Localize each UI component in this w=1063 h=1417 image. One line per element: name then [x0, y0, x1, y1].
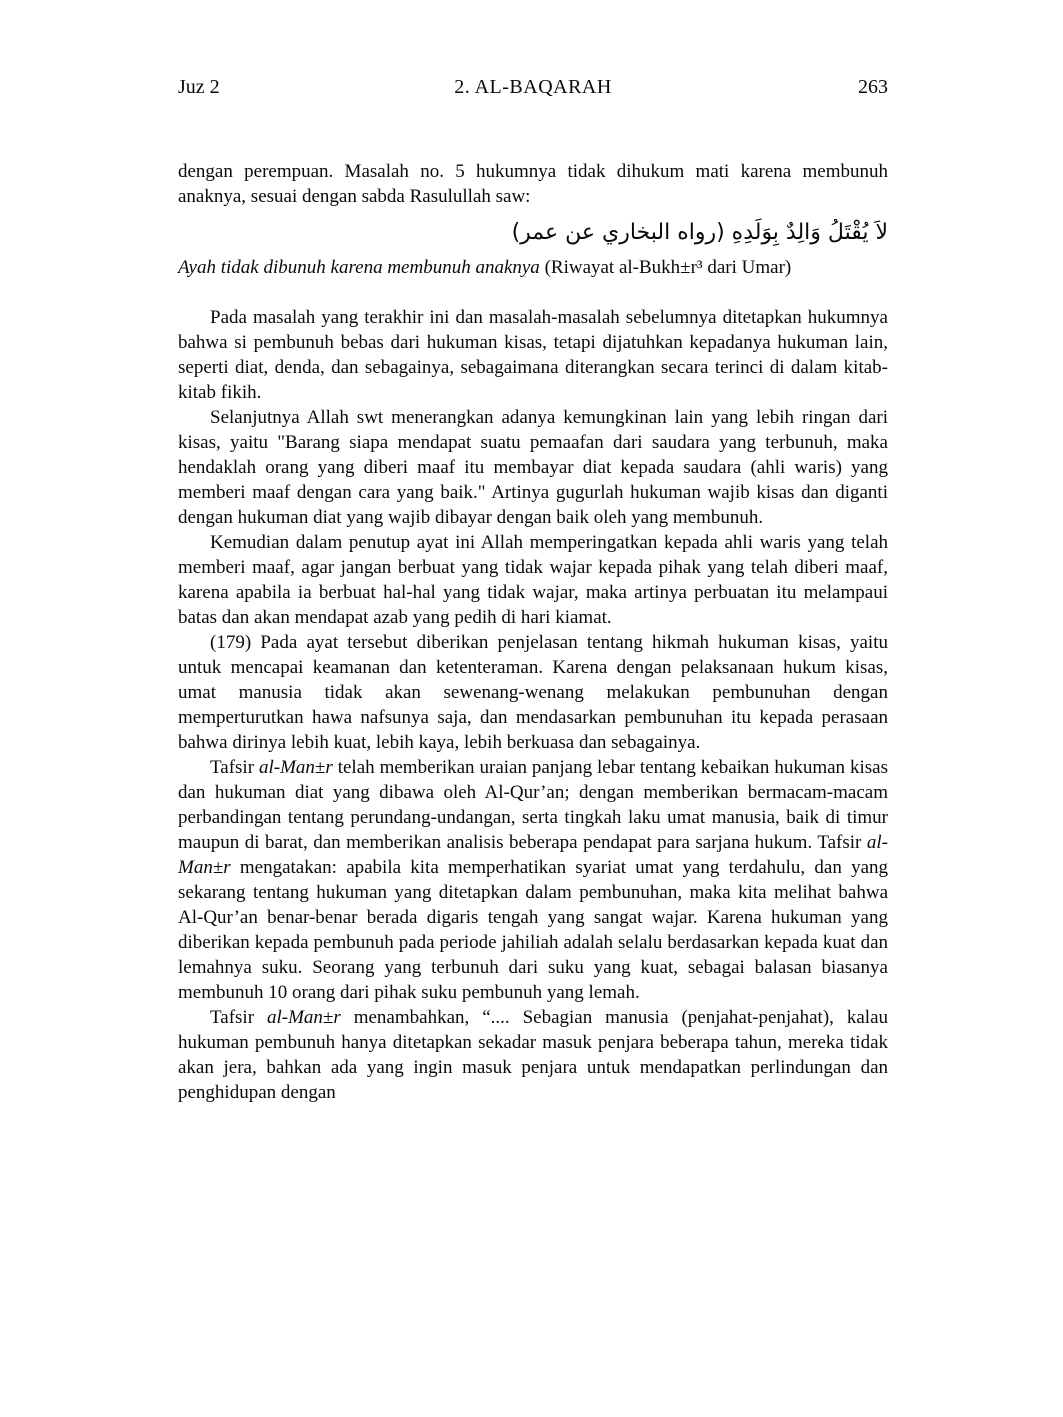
header-page-number: 263 — [858, 76, 888, 98]
paragraph — [178, 530, 888, 630]
text-segment: telah memberikan uraian panjang lebar tentang kebaikan hukuman kisas dan hukuman diat yang dibawa oleh Al-Qur’an; dengan memberikan bermacam-macam perbandingan tentang perundang-undangan, serta tingkah laku umat manusia, baik di timur maupun di barat, dan memberikan analisis beberapa pendapat para sarjana hukum. Tafsir — [178, 757, 888, 853]
paragraph — [178, 305, 888, 405]
italic-text-segment: al-Man±r — [178, 832, 888, 878]
paragraph — [178, 1005, 888, 1105]
paragraph — [178, 405, 888, 530]
italic-text-segment: al-Man±r — [259, 757, 333, 778]
text-segment: dengan perempuan. Masalah no. 5 hukumnya tidak dihukum mati karena membunuh anaknya, sesuai dengan sabda Rasulullah saw: — [178, 161, 888, 207]
header-juz-label: Juz 2 — [178, 76, 220, 98]
page-content — [178, 159, 888, 1105]
italic-text-segment: Ayah tidak dibunuh karena membunuh anaknya — [178, 257, 540, 278]
paragraph — [178, 630, 888, 755]
paragraph — [178, 255, 888, 280]
text-segment: (179) Pada ayat tersebut diberikan penjelasan tentang hikmah hukuman kisas, yaitu untuk mencapai keamanan dan ketenteraman. Karena dengan pelaksanaan hukum kisas, umat manusia tidak akan sewenang-wenang melakukan pembunuhan dengan memperturutkan hawa nafsunya saja, dan mendasarkan pembunuhan itu kepada perasaan bahwa dirinya lebih kuat, lebih kaya, lebih berkuasa dan sebagainya. — [178, 632, 888, 753]
text-segment: menambahkan, “.... Sebagian manusia (penjahat-penjahat), kalau hukuman pembunuh hanya ditetapkan sekadar masuk penjara beberapa tahun, mereka tidak akan jera, bahkan ada yang ingin masuk penjara untuk mendapatkan perlindungan dan penghidupan dengan — [178, 1007, 888, 1103]
page-header — [178, 76, 888, 99]
paragraph-spacer — [178, 280, 888, 305]
text-segment: Tafsir — [210, 1007, 267, 1028]
text-segment: Selanjutnya Allah swt menerangkan adanya kemungkinan lain yang lebih ringan dari kisas, yaitu "Barang siapa mendapat suatu pemaafan dari saudara yang terbunuh, maka hendaklah orang yang diberi maaf itu membayar diat kepada saudara (ahli waris) yang memberi maaf dengan cara yang baik." Artinya gugurlah hukuman wajib kisas dan diganti dengan hukuman diat yang wajib dibayar dengan baik oleh yang membunuh. — [178, 407, 888, 528]
header-surah-title: 2. AL-BAQARAH — [454, 76, 612, 98]
italic-text-segment: al-Man±r — [267, 1007, 341, 1028]
text-segment: (Riwayat al-Bukh±r³ dari Umar) — [539, 257, 792, 278]
text-segment: mengatakan: apabila kita memperhatikan syariat umat yang terdahulu, dan yang sekarang tentang hukuman yang ditetapkan dalam pembunuhan, maka kita melihat bahwa Al-Qur’an benar-benar berada digaris tengah yang sangat wajar. Karena hukuman yang diberikan kepada pembunuh pada periode jahiliah adalah selalu berdasarkan kepada kuat dan lemahnya suku. Seorang yang terbunuh dari suku yang kuat, sebagai balasan biasanya membunuh 10 orang dari pihak suku pembunuh yang lemah. — [178, 857, 888, 1003]
text-segment: Tafsir — [210, 757, 259, 778]
paragraph — [178, 755, 888, 1005]
text-segment: Kemudian dalam penutup ayat ini Allah memperingatkan kepada ahli waris yang telah memberi maaf, agar jangan berbuat yang tidak wajar kepada pihak yang telah diberi maaf, karena apabila ia berbuat hal-hal yang tidak wajar, maka artinya perbuatan itu melampaui batas dan akan mendapat azab yang pedih di hari kiamat. — [178, 532, 888, 628]
arabic-hadith-text: لاَ يُقْتَلُ وَالِدٌ بِوَلَدِهِ (رواه البخاري عن عمر) — [511, 220, 888, 245]
paragraph — [178, 159, 888, 209]
text-segment: Pada masalah yang terakhir ini dan masalah-masalah sebelumnya ditetapkan hukumnya bahwa si pembunuh bebas dari hukuman kisas, tetapi dijatuhkan kepadanya hukuman lain, seperti diat, denda, dan sebagainya, sebagaimana diterangkan secara terinci di dalam kitab-kitab fikih. — [178, 307, 888, 403]
